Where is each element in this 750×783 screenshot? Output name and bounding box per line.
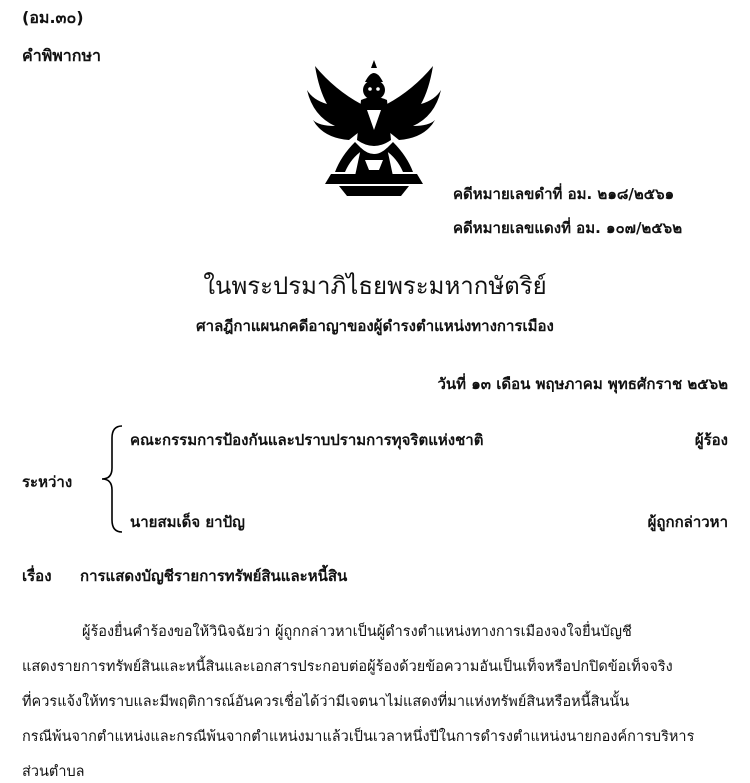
curly-brace-icon — [98, 424, 126, 534]
form-code: (อม.๓๐) — [22, 8, 84, 27]
royal-heading: ในพระปรมาภิไธยพระมหากษัตริย์ — [203, 272, 547, 300]
defendant-role: ผู้ถูกกล่าวหา — [647, 513, 728, 531]
judgment-date: วันที่ ๑๓ เดือน พฤษภาคม พุทธศักราช ๒๕๖๒ — [437, 375, 728, 393]
body-line: ผู้ร้องยื่นคำร้องขอให้วินิจฉัยว่า ผู้ถูกกล่าวหาเป็นผู้ดำรงตำแหน่งทางการเมืองจงใจยื่นบัญชี — [82, 624, 632, 640]
body-line: ที่ควรแจ้งให้ทราบและมีพฤติการณ์อันควรเชื่อได้ว่ามีเจตนาไม่แสดงที่มาแห่งทรัพย์สินหรือหนี้สินนั้น — [22, 694, 630, 710]
plaintiff-role: ผู้ร้อง — [694, 431, 728, 449]
subject-label: เรื่อง — [22, 567, 52, 585]
body-line: กรณีพ้นจากตำแหน่งและกรณีพ้นจากตำแหน่งมาแล้วเป็นเวลาหนึ่งปีในการดำรงตำแหน่งนายกองค์การบริหาร — [22, 729, 695, 745]
court-name: ศาลฎีกาแผนกคดีอาญาของผู้ดำรงตำแหน่งทางการเมือง — [196, 317, 554, 335]
red-case-number: คดีหมายเลขแดงที่ อม. ๑๐๗/๒๕๖๒ — [453, 219, 683, 237]
subject-text: การแสดงบัญชีรายการทรัพย์สินและหนี้สิน — [80, 567, 348, 585]
body-line: ส่วนตำบล — [22, 764, 85, 780]
garuda-emblem-icon — [305, 60, 443, 200]
body-line: แสดงรายการทรัพย์สินและหนี้สินและเอกสารประกอบต่อผู้ร้องด้วยข้อความอันเป็นเท็จหรือปกปิดข้อเท็จจริง — [22, 659, 673, 675]
between-label: ระหว่าง — [22, 473, 73, 491]
document-type: คำพิพากษา — [22, 46, 101, 65]
defendant-name: นายสมเด็จ ยาปัญ — [130, 513, 245, 531]
black-case-number: คดีหมายเลขดำที่ อม. ๒๑๘/๒๕๖๑ — [453, 185, 675, 203]
plaintiff-name: คณะกรรมการป้องกันและปราบปรามการทุจริตแห่งชาติ — [130, 431, 484, 449]
